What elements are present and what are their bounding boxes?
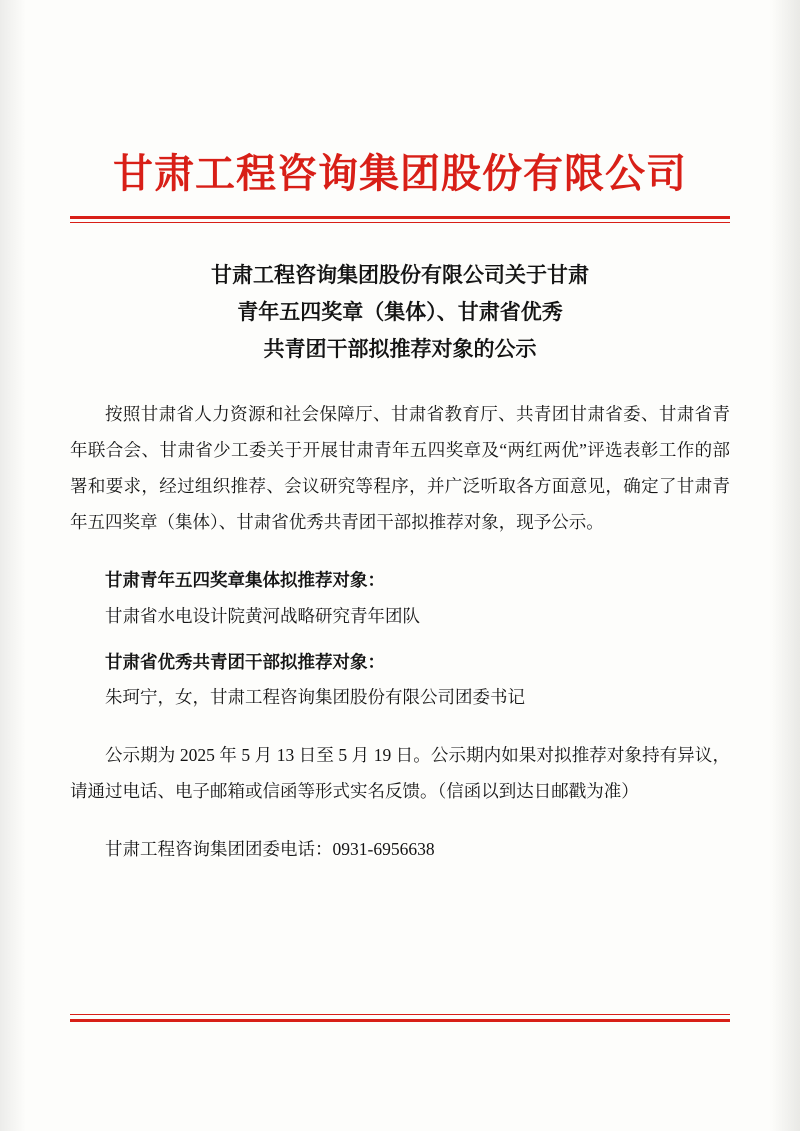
document-title-line-3: 共青团干部拟推荐对象的公示 — [263, 335, 537, 361]
body-spacer-2 — [70, 716, 730, 738]
contact-phone-line: 甘肃工程咨询集团团委电话：0931-6956638 — [105, 839, 435, 859]
intro-paragraph: 按照甘肃省人力资源和社会保障厅、甘肃省教育厅、共青团甘肃省委、甘肃省青年联合会、甘肃省少工委关于开展甘肃青年五四奖章及“两红两优”评选表彰工作的部署和要求，经过组织推荐、会议研究等程序，并广泛听取各方面意见，确定了甘肃青年五四奖章（集体）、甘肃省优秀共青团干部拟推荐对象，现予公示。 — [70, 404, 730, 532]
document-title — [70, 257, 730, 367]
individual-nominee-heading: 甘肃省优秀共青团干部拟推荐对象： — [105, 651, 385, 672]
header-rule-thin — [70, 222, 730, 223]
body-spacer — [70, 541, 730, 553]
footer-rules — [70, 1014, 730, 1022]
individual-nominee-value: 朱珂宁，女，甘肃工程咨询集团股份有限公司团委书记 — [105, 687, 525, 708]
letterhead-organization-name: 甘肃工程咨询集团股份有限公司 — [113, 150, 687, 197]
document-body — [70, 397, 730, 868]
body-spacer-3 — [70, 810, 730, 832]
document-sheet — [70, 0, 730, 1131]
notice-period-paragraph: 公示期为 2025 年 5 月 13 日至 5 月 19 日。公示期内如果对拟推荐对象持有异议，请通过电话、电子邮箱或信函等形式实名反馈。（信函以到达日邮戳为准） — [70, 745, 730, 802]
collective-nominee-value: 甘肃省水电设计院黄河战略研究青年团队 — [105, 605, 420, 626]
footer-rule-thin — [70, 1014, 730, 1015]
document-title-line-1: 甘肃工程咨询集团股份有限公司关于甘肃 — [211, 262, 589, 287]
collective-nominee-heading: 甘肃青年五四奖章集体拟推荐对象： — [105, 569, 385, 590]
footer-rule-thick — [70, 1019, 730, 1022]
document-title-line-2: 青年五四奖章（集体）、甘肃省优秀 — [237, 298, 563, 324]
header-rule-thick — [70, 216, 730, 219]
